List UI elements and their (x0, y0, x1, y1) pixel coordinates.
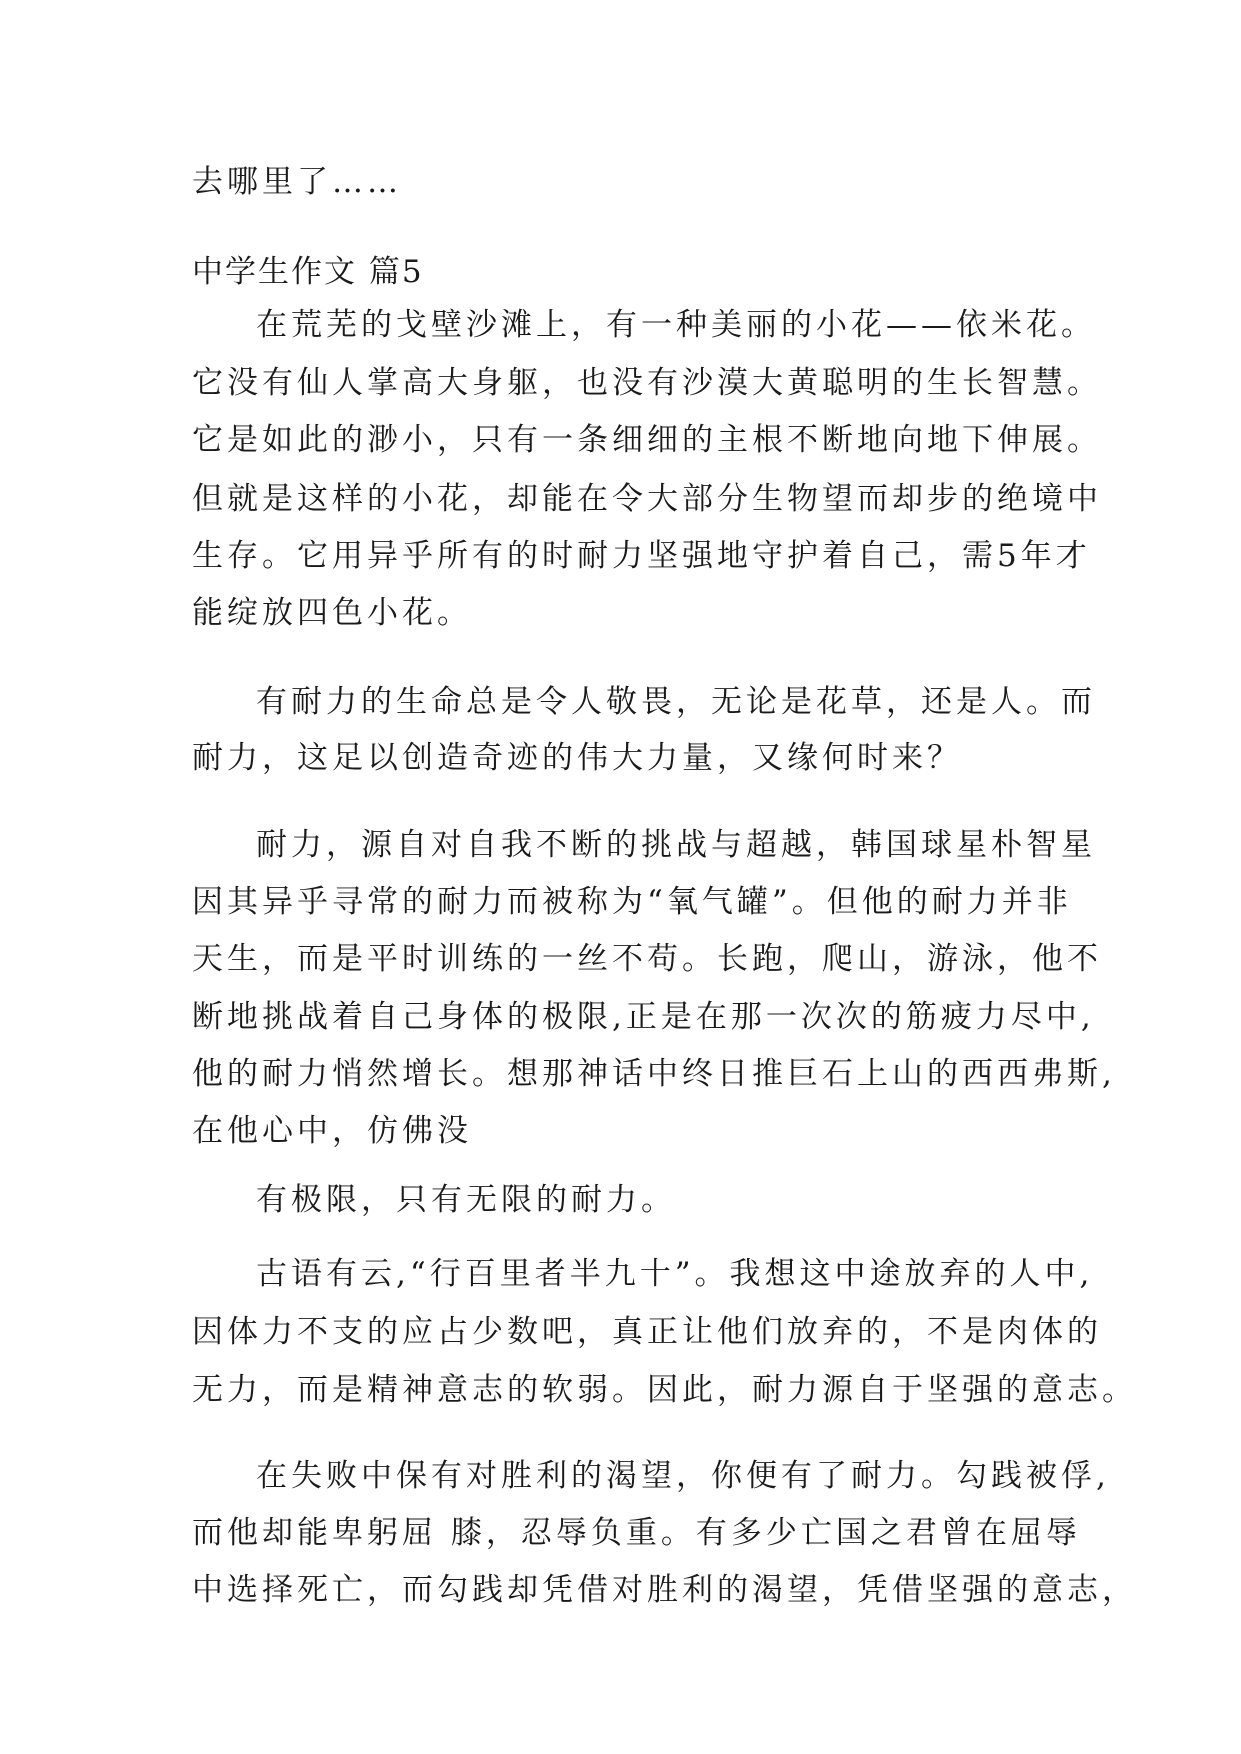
paragraph-line: 他的耐力悄然增长。想那神话中终日推巨石上山的西西弗斯, (192, 1056, 1116, 1092)
paragraph-line: 断地挑战着自己身体的极限,正是在那一次次的筋疲力尽中, (192, 999, 1095, 1035)
paragraph-line: 在荒芜的戈壁沙滩上，有一种美丽的小花——依米花。 (256, 307, 1096, 343)
paragraph-line: 它没有仙人掌高大身躯，也没有沙漠大黄聪明的生长智慧。 (192, 365, 1102, 401)
paragraph-line: 但就是这样的小花，却能在令大部分生物望而却步的绝境中 (192, 481, 1102, 517)
essay-heading: 中学生作文 篇5 (192, 254, 424, 290)
paragraph-line: 而他却能卑躬屈 膝，忍辱负重。有多少亡国之君曾在屈辱 (192, 1515, 1081, 1551)
paragraph-line: 耐力，这足以创造奇迹的伟大力量，又缘何时来？ (192, 740, 962, 776)
paragraph-line: 因其异乎寻常的耐力而被称为“氧气罐”。但他的耐力并非 (192, 884, 1072, 920)
paragraph-line: 有耐力的生命总是令人敬畏，无论是花草，还是人。而 (256, 684, 1096, 720)
paragraph-line: 无力，而是精神意志的软弱。因此，耐力源自于坚强的意志。 (192, 1372, 1137, 1408)
paragraph-line: 古语有云,“行百里者半九十”。我想这中途放弃的人中, (256, 1256, 1094, 1292)
paragraph-line: 在他心中，仿佛没 (192, 1113, 472, 1149)
text-line: 去哪里了…… (192, 164, 402, 200)
paragraph-line: 中选择死亡，而勾践却凭借对胜利的渴望，凭借坚强的意志， (192, 1572, 1137, 1608)
paragraph-line: 天生，而是平时训练的一丝不苟。长跑，爬山，游泳，他不 (192, 941, 1102, 977)
paragraph-line: 在失败中保有对胜利的渴望，你便有了耐力。勾践被俘, (256, 1458, 1110, 1494)
paragraph-line: 能绽放四色小花。 (192, 595, 472, 631)
paragraph-line: 因体力不支的应占少数吧，真正让他们放弃的，不是肉体的 (192, 1314, 1102, 1350)
paragraph-line: 它是如此的渺小，只有一条细细的主根不断地向地下伸展。 (192, 422, 1102, 458)
paragraph-line: 生存。它用异乎所有的时耐力坚强地守护着自己，需5年才 (192, 538, 1091, 574)
paragraph-line: 耐力，源自对自我不断的挑战与超越，韩国球星朴智星 (256, 827, 1096, 863)
paragraph-line: 有极限，只有无限的耐力。 (256, 1182, 676, 1218)
